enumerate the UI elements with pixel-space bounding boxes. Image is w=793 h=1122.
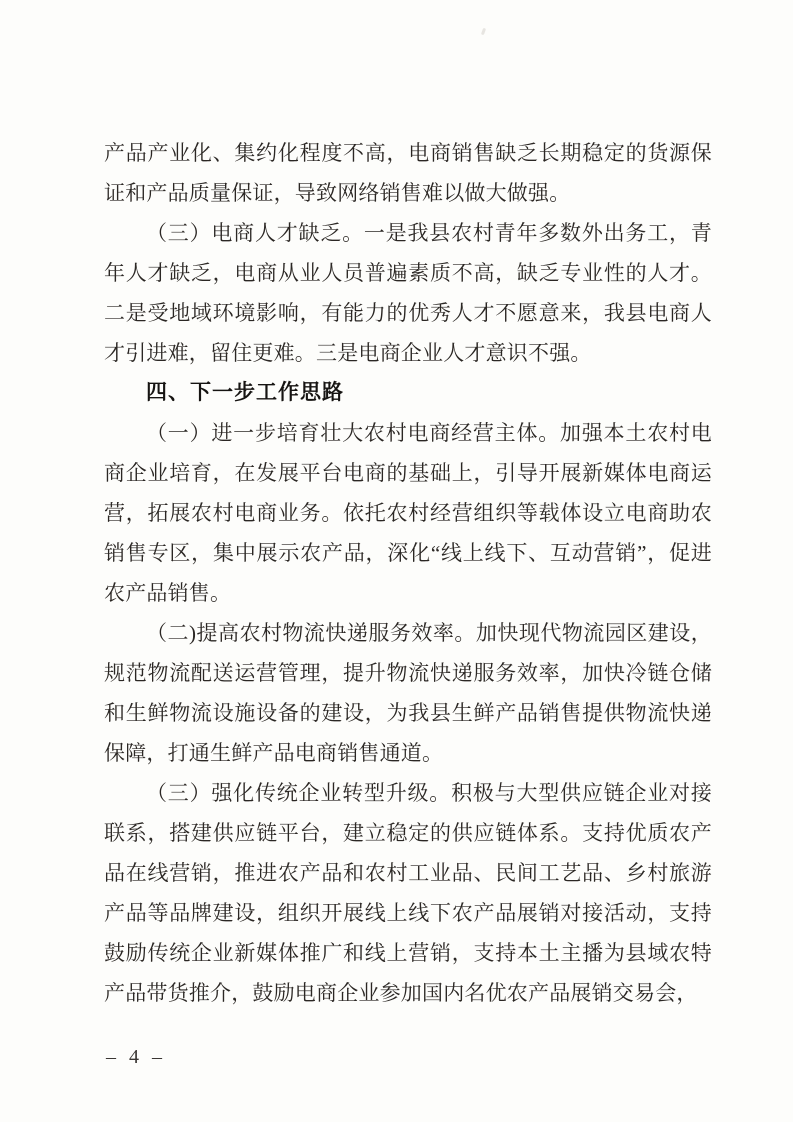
section-heading-next-steps: 四、下一步工作思路: [146, 381, 344, 404]
scan-artifact: [481, 28, 486, 36]
paragraph-enterprise-transformation: （三）强化传统企业转型升级。积极与大型供应链企业对接联系，搭建供应链平台，建立稳定的供应链体系。支持优质农产品在线营销，推进农产品和农村工业品、民间工艺品、乡村旅游产品等品牌建设，组织开展线上线下农产品展销对接活动，支持鼓励传统企业新媒体推广和线上营销，支持本土主播为县域农特产品带货推介，鼓励电商企业参加国内名优农产品展销交易会，: [104, 781, 712, 1005]
paragraph-continuation: 产品产业化、集约化程度不高，电商销售缺乏长期稳定的货源保证和产品质量保证，导致网络销售难以做大做强。: [104, 141, 712, 205]
document-body: [104, 133, 712, 1013]
paragraph-cultivate-ecommerce-entities: （一）进一步培育壮大农村电商经营主体。加强本土农村电商企业培育，在发展平台电商的基础上，引导开展新媒体电商运营，拓展农村电商业务。依托农村经营组织等载体设立电商助农销售专区，集中展示农产品，深化“线上线下、互动营销”，促进农产品销售。: [104, 421, 712, 605]
paragraph-talent-shortage: （三）电商人才缺乏。一是我县农村青年多数外出务工，青年人才缺乏，电商从业人员普遍素质不高，缺乏专业性的人才。二是受地域环境影响，有能力的优秀人才不愿意来，我县电商人才引进难，留住更难。三是电商企业人才意识不强。: [104, 221, 712, 365]
paragraph-logistics-efficiency: （二)提高农村物流快递服务效率。加快现代物流园区建设，规范物流配送运营管理，提升物流快递服务效率，加快冷链仓储和生鲜物流设施设备的建设，为我县生鲜产品销售提供物流快递保障，打通生鲜产品电商销售通道。: [104, 621, 712, 765]
page-number: – 4 –: [106, 1046, 166, 1068]
